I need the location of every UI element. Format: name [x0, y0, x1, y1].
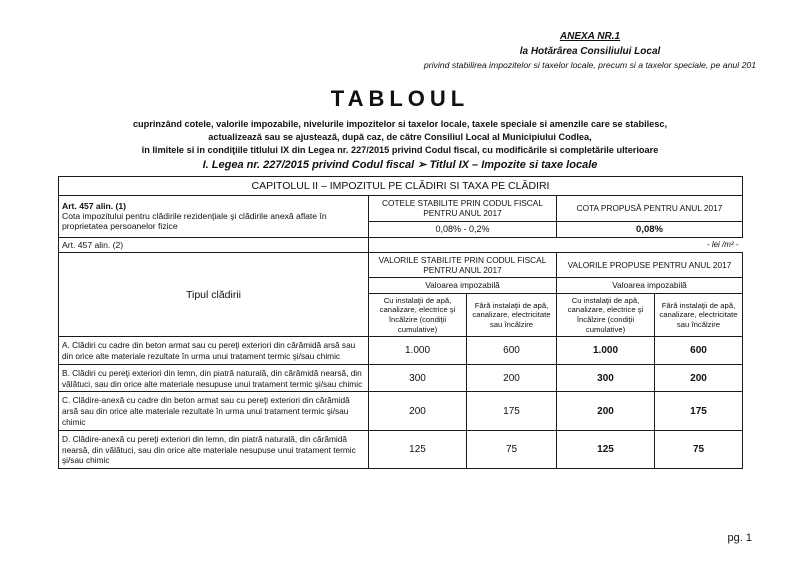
col-head-fiscal-cu-instalatii: Cu instalaţii de apă, canalizare, electrice şi încălzire (condiţii cumulative) — [369, 293, 467, 337]
col-head-cota-propusa-2017: COTA PROPUSĂ PENTRU ANUL 2017 — [557, 196, 743, 222]
value-cota-codul-fiscal: 0,08% - 0,2% — [369, 221, 557, 237]
article-457-2-label: Art. 457 alin. (2) — [59, 237, 369, 252]
annex-subtitle-1: la Hotărârea Consiliului Local — [519, 45, 661, 57]
subgroup-head-valoare-propusa: Valoarea impozabilă — [557, 278, 743, 293]
annex-subtitle-2: privind stabilirea impozitelor si taxelor locale, precum si a taxelor speciale, pe anul 201 — [423, 60, 757, 70]
tax-table — [58, 176, 743, 469]
article-457-1-label: Art. 457 alin. (1) — [62, 201, 126, 212]
col-head-codul-fiscal-line1: COTELE STABILITE PRIN CODUL FISCAL — [382, 198, 543, 208]
table-row — [59, 392, 743, 430]
annex-header — [390, 30, 790, 72]
row-b-proposed-with: 300 — [557, 364, 655, 392]
col-head-codul-fiscal-2017 — [369, 196, 557, 222]
subgroup-head-valoare-fiscal: Valoarea impozabilă — [369, 278, 557, 293]
chapter-heading: CAPITOLUL II – IMPOZITUL PE CLĂDIRI SI TAXA PE CLĂDIRI — [59, 177, 743, 196]
table-row-457-2-article — [59, 237, 743, 252]
value-cota-propusa: 0,08% — [557, 221, 743, 237]
table-row — [59, 337, 743, 365]
col-head-codul-fiscal-line2: PENTRU ANUL 2017 — [423, 208, 502, 219]
row-a-fiscal-with: 1.000 — [369, 337, 467, 365]
group-head-codul-fiscal — [369, 252, 557, 278]
table-row-457-1-header — [59, 196, 743, 222]
annex-title: ANEXA NR.1 — [559, 31, 621, 42]
row-a-fiscal-without: 600 — [467, 337, 557, 365]
row-type-d: D. Clădire-anexă cu pereţi exteriori din lemn, din piatră naturală, din cărămidă nearsă, din vălătuci, sau din orice alte materiale nesupuse unui tratament termic şi/sau chimic — [59, 430, 369, 468]
row-c-proposed-with: 200 — [557, 392, 655, 430]
row-d-proposed-with: 125 — [557, 430, 655, 468]
row-type-b: B. Clădiri cu pereţi exteriori din lemn, din piatră naturală, din cărămidă nearsă, din vălătuci, sau din orice alte materiale nesupuse unui tratament termic şi/sau chimic — [59, 364, 369, 392]
table-row — [59, 364, 743, 392]
col-head-fiscal-fara-instalatii: Fără instalaţii de apă, canalizare, electricitate sau încălzire — [467, 293, 557, 337]
subtitle-line-1: cuprinzând cotele, valorile impozabile, nivelurile impozitelor si taxelor locale, taxele speciale si amenzile care se stabilesc, — [132, 119, 668, 129]
page-title: TABLOUL — [330, 86, 470, 111]
col-head-propus-cu-instalatii: Cu instalaţii de apă, canalizare, electrice şi încălzire (condiţii cumulative) — [557, 293, 655, 337]
unit-label: - lei /m² - — [706, 240, 739, 250]
row-c-fiscal-without: 175 — [467, 392, 557, 430]
group-head-codul-fiscal-line1: VALORILE STABILITE PRIN CODUL FISCAL — [378, 254, 547, 265]
subtitle-line-2: actualizează sau se ajustează, după caz, de către Consiliul Local al Municipiului Codlea, — [208, 132, 592, 143]
table-row — [59, 430, 743, 468]
row-b-fiscal-with: 300 — [369, 364, 467, 392]
row-d-fiscal-without: 75 — [467, 430, 557, 468]
row-b-proposed-without: 200 — [655, 364, 743, 392]
row-d-proposed-without: 75 — [655, 430, 743, 468]
row-c-proposed-without: 175 — [655, 392, 743, 430]
article-457-1-cell — [59, 196, 369, 238]
table-row-chapter — [59, 177, 743, 196]
row-c-fiscal-with: 200 — [369, 392, 467, 430]
col-head-tipul-cladirii: Tipul clădirii — [59, 252, 369, 337]
document-subtitle — [100, 118, 700, 157]
row-a-proposed-with: 1.000 — [557, 337, 655, 365]
row-d-fiscal-with: 125 — [369, 430, 467, 468]
law-reference-line: I. Legea nr. 227/2015 privind Codul fiscal ➢ Titlul IX – Impozite si taxe locale — [202, 159, 598, 171]
row-a-proposed-without: 600 — [655, 337, 743, 365]
page-number: pg. 1 — [727, 532, 752, 544]
spacer-cell — [369, 237, 557, 252]
group-head-propuse — [557, 252, 743, 278]
table-row-group-headers — [59, 252, 743, 278]
row-type-c: C. Clădire-anexă cu cadre din beton armat sau cu pereţi exteriori din cărămidă arsă sau din orice alte materiale rezultate în urma unui tratament termic şi/sau chimic — [59, 392, 369, 430]
group-head-propuse-line1: VALORILE PROPUSE PENTRU ANUL 2017 — [567, 259, 732, 270]
article-457-1-description: Cota impozitului pentru clădirile rezidenţiale şi clădirile anexă aflate în proprietatea persoanelor fizice — [62, 211, 327, 232]
group-head-codul-fiscal-line2: PENTRU ANUL 2017 — [423, 265, 502, 276]
subtitle-line-3: în limitele si in condiţiile titlului IX din Legea nr. 227/2015 privind Codul fiscal, cu modificările si completările ulterioare — [141, 145, 659, 156]
row-b-fiscal-without: 200 — [467, 364, 557, 392]
row-type-a: A. Clădiri cu cadre din beton armat sau cu pereţi exteriori din cărămidă arsă sau din orice alte materiale rezultate în urma unui tratament termic şi/sau chimic — [59, 337, 369, 365]
col-head-propus-fara-instalatii: Fără instalaţii de apă, canalizare, electricitate sau încălzire — [655, 293, 743, 337]
